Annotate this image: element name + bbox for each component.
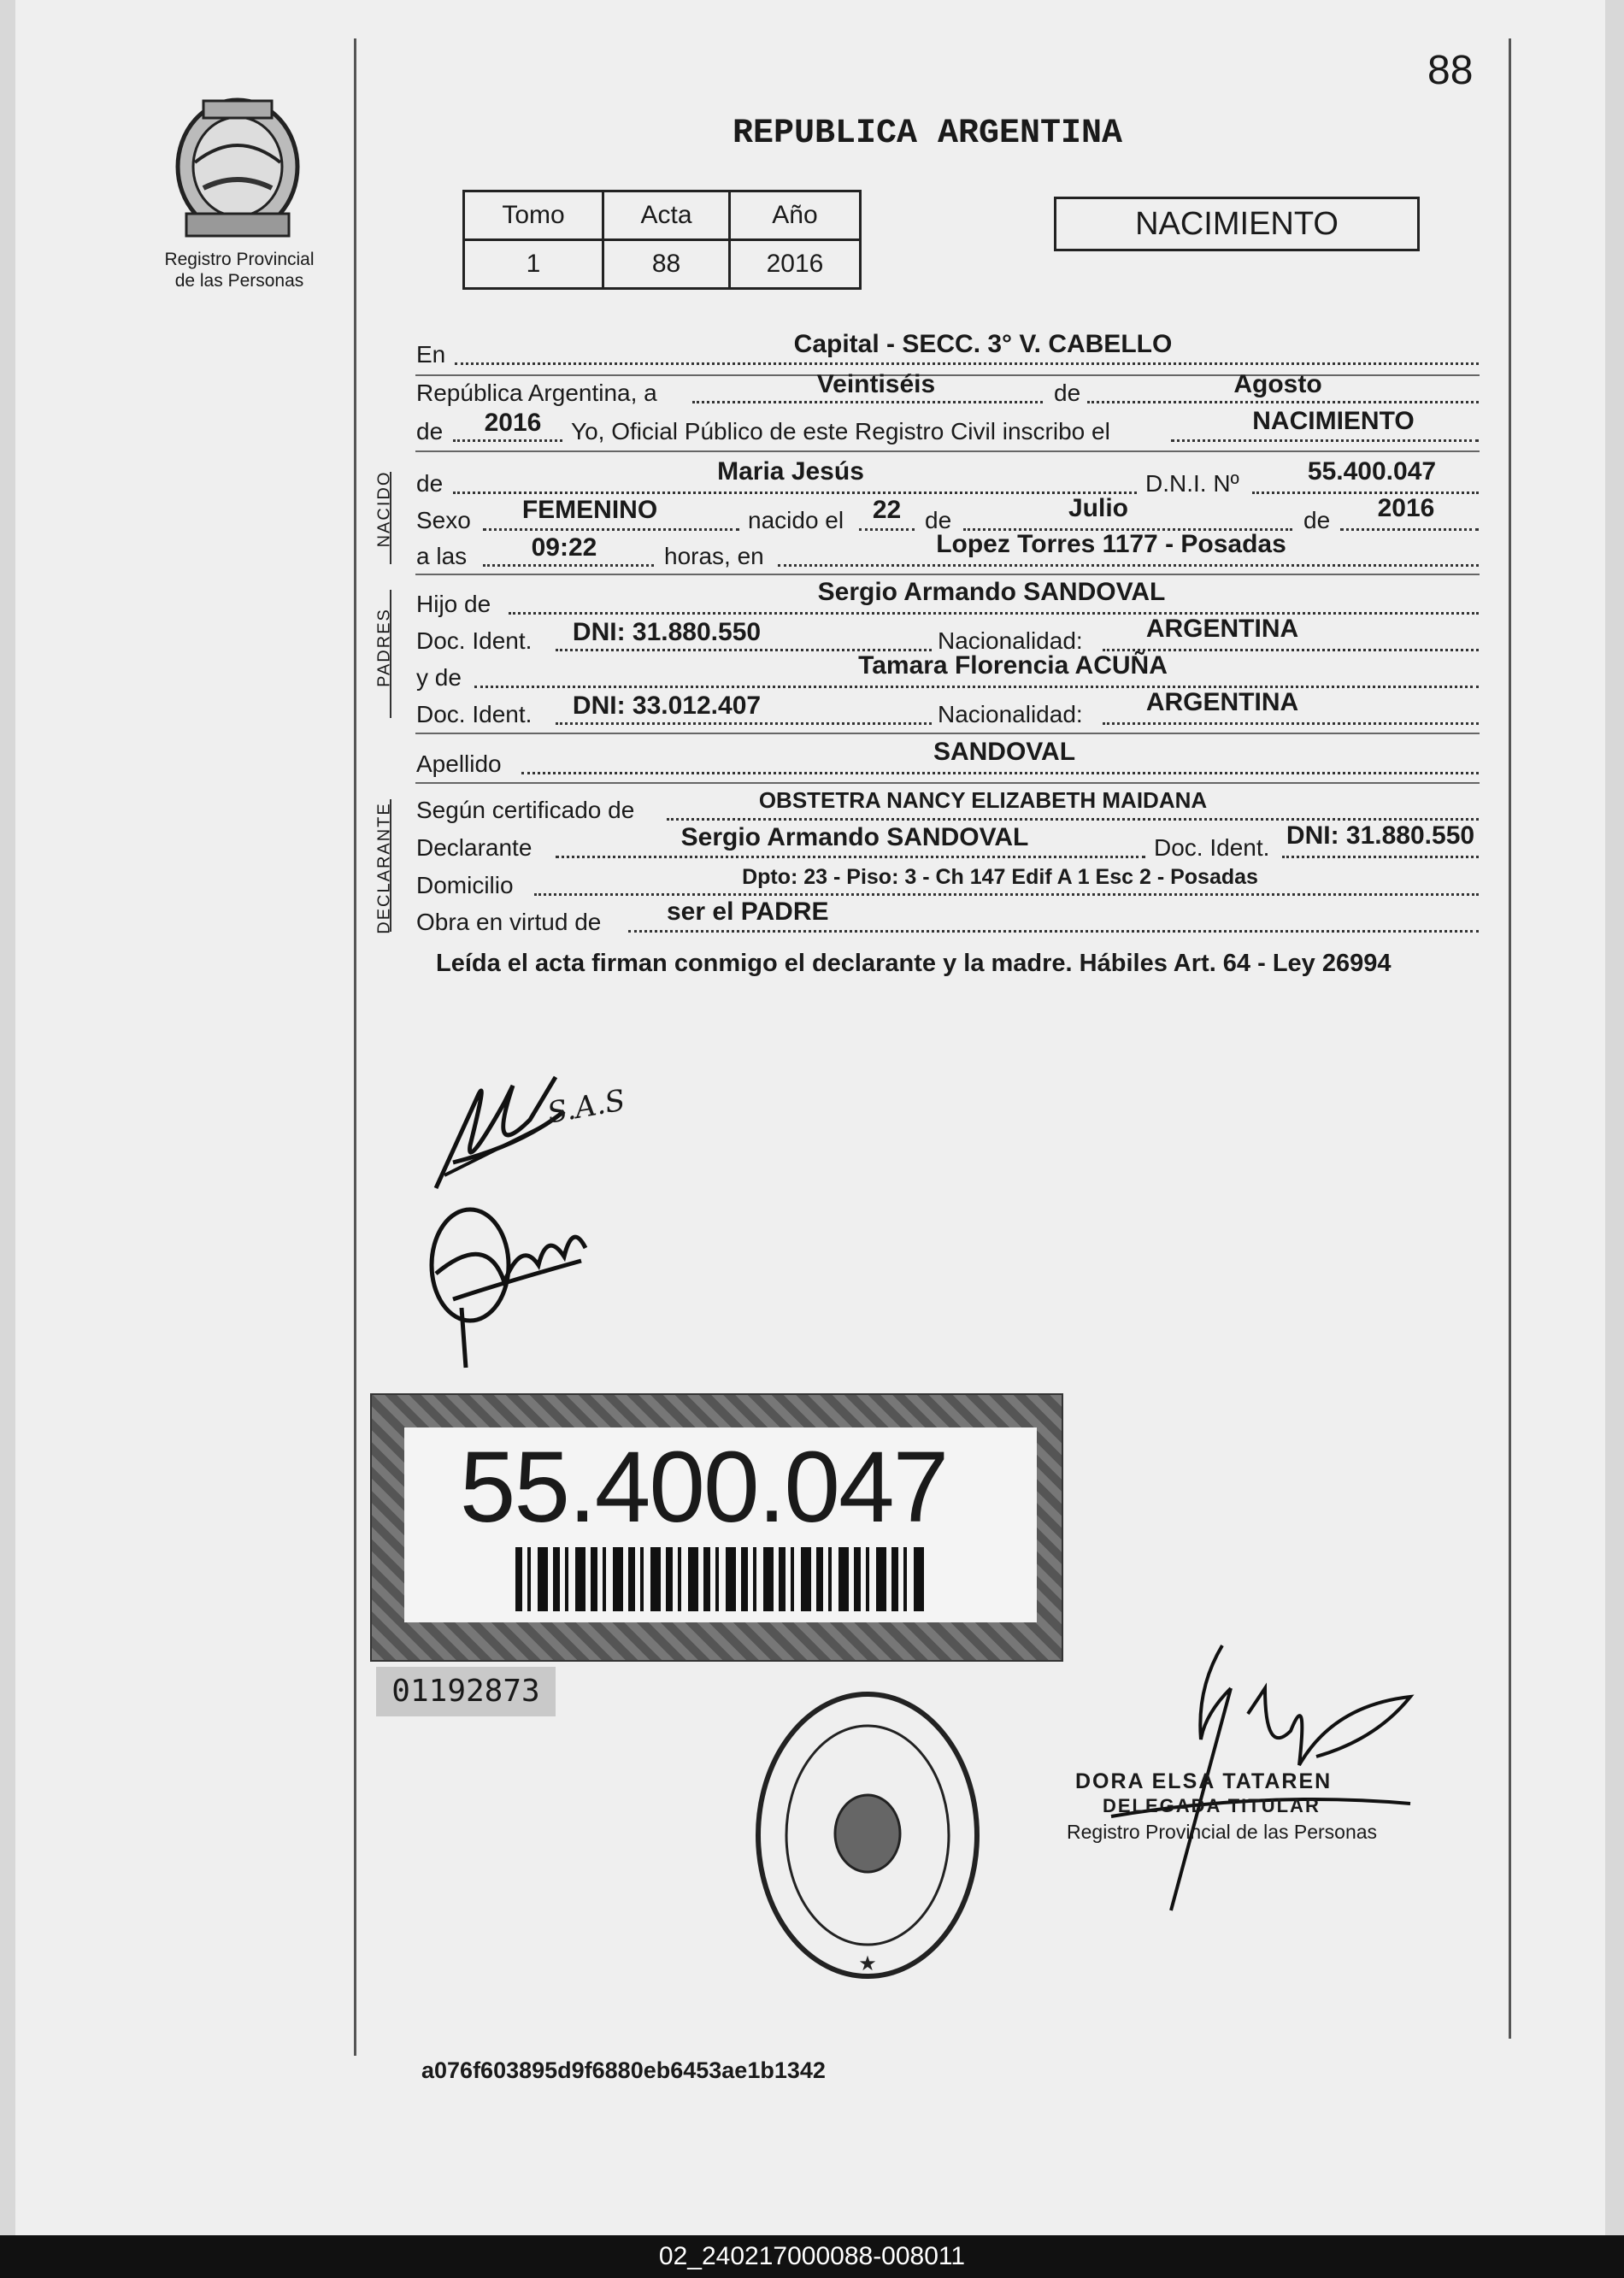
- inscribe-line: [1171, 439, 1479, 442]
- record-table: [462, 190, 862, 290]
- birth-month-value: Julio: [1068, 494, 1128, 522]
- record-table-header: Año: [730, 191, 861, 240]
- document-hash: a076f603895d9f6880eb6453ae1b1342: [421, 2057, 826, 2083]
- declarante-doc-line: [1282, 856, 1479, 858]
- sexo-value: FEMENINO: [521, 496, 658, 524]
- record-type-box: NACIMIENTO: [1054, 197, 1420, 251]
- father-line: [509, 612, 1479, 615]
- svg-text:★: ★: [858, 1952, 877, 1975]
- section-separator: [415, 450, 1480, 452]
- month-line: [1087, 401, 1479, 403]
- y-de-label: y de: [416, 664, 462, 691]
- birth-time-value: 09:22: [531, 533, 597, 562]
- page-number: 88: [1427, 48, 1474, 93]
- mother-nationality-label: Nacionalidad:: [938, 701, 1083, 727]
- sticker-barcode: [515, 1547, 926, 1611]
- declarante-label: Declarante: [416, 834, 533, 861]
- record-table-header: Tomo: [464, 191, 603, 240]
- footer-code: 02_240217000088-008011: [0, 2235, 1624, 2278]
- de-year-label: de: [416, 418, 444, 444]
- dni-value: 55.400.047: [1307, 457, 1437, 486]
- year-line: [453, 439, 562, 442]
- domicilio-value: Dpto: 23 - Piso: 3 - Ch 147 Edif A 1 Esc 2 - Posadas: [742, 865, 1258, 889]
- declarante-line: [556, 856, 1145, 858]
- mother-doc-value: DNI: 33.012.407: [572, 692, 762, 720]
- mother-name: Tamara Florencia ACUÑA: [858, 651, 1168, 680]
- birth-place-line: [778, 564, 1479, 567]
- domicilio-line: [534, 893, 1479, 896]
- domicilio-label: Domicilio: [416, 872, 514, 898]
- father-doc-label: Doc. Ident.: [416, 627, 533, 654]
- de-label: de: [1054, 380, 1081, 406]
- mother-doc-label: Doc. Ident.: [416, 701, 533, 727]
- oficial-label: Yo, Oficial Público de este Registro Civil inscribo el: [571, 418, 1110, 444]
- sexo-label: Sexo: [416, 507, 471, 533]
- father-nationality-value: ARGENTINA: [1145, 615, 1299, 643]
- apellido-label: Apellido: [416, 751, 502, 777]
- birth-year-line: [1340, 528, 1479, 531]
- day-value: Veintiséis: [816, 370, 936, 398]
- father-name: Sergio Armando SANDOVAL: [817, 578, 1166, 606]
- mother-nationality-line: [1103, 722, 1479, 725]
- padres-section-caption: PADRES: [374, 608, 394, 687]
- certificado-label: Según certificado de: [416, 797, 635, 823]
- birth-place-value: Lopez Torres 1177 - Posadas: [936, 530, 1286, 558]
- de-month-label: de: [925, 507, 952, 533]
- declarante-section-caption: DECLARANTE: [374, 802, 394, 934]
- section-separator: [415, 782, 1480, 784]
- mother-signature: [419, 1197, 590, 1376]
- signature-initials: S.A.S: [544, 1083, 628, 1131]
- father-nationality-label: Nacionalidad:: [938, 627, 1083, 654]
- certificado-line: [667, 818, 1479, 821]
- republica-label: República Argentina, a: [416, 380, 657, 406]
- closing-statement: Leída el acta firman conmigo el declarante y la madre. Hábiles Art. 64 - Ley 26994: [436, 950, 1392, 977]
- obra-line: [628, 930, 1479, 933]
- father-doc-value: DNI: 31.880.550: [572, 618, 762, 646]
- name-value: Maria Jesús: [717, 457, 864, 486]
- nacido-section-caption: NACIDO: [374, 470, 394, 548]
- emblem-caption-line2: de las Personas: [174, 271, 304, 291]
- obra-label: Obra en virtud de: [416, 909, 602, 935]
- birth-day-line: [859, 528, 915, 531]
- mother-nationality-value: ARGENTINA: [1145, 688, 1299, 716]
- sticker-number: 55.400.047: [459, 1431, 948, 1544]
- declarante-value: Sergio Armando SANDOVAL: [680, 823, 1029, 851]
- sticker-label-panel: [404, 1427, 1037, 1622]
- surname-line: [521, 772, 1479, 774]
- dni-sticker: [370, 1393, 1063, 1662]
- right-margin-line: [1509, 38, 1511, 2039]
- record-table-cell: 2016: [730, 240, 861, 289]
- official-role: DELEGADA TITULAR: [1103, 1795, 1321, 1816]
- record-table-header: Acta: [603, 191, 730, 240]
- horas-en-label: horas, en: [664, 543, 764, 569]
- nacido-el-label: nacido el: [748, 507, 844, 533]
- record-table-cell: 88: [603, 240, 730, 289]
- de-birth-year-label: de: [1303, 507, 1331, 533]
- declarante-doc-value: DNI: 31.880.550: [1286, 821, 1475, 850]
- mother-doc-line: [556, 722, 932, 725]
- section-separator: [415, 574, 1480, 575]
- en-line: [455, 362, 1479, 365]
- en-value: Capital - SECC. 3° V. CABELLO: [793, 330, 1173, 358]
- month-value: Agosto: [1233, 370, 1322, 398]
- official-name: DORA ELSA TATAREN: [1075, 1769, 1333, 1793]
- official-office: Registro Provincial de las Personas: [1067, 1821, 1378, 1843]
- day-line: [692, 401, 1043, 403]
- birth-day-value: 22: [872, 496, 902, 524]
- sexo-line: [483, 528, 739, 531]
- birth-year-value: 2016: [1377, 494, 1435, 522]
- record-table-cell: 1: [464, 240, 603, 289]
- registry-stamp: [752, 1688, 983, 1983]
- mother-line: [474, 686, 1479, 688]
- declarante-doc-label: Doc. Ident.: [1154, 834, 1270, 861]
- hijo-de-label: Hijo de: [416, 591, 491, 617]
- certificado-value: OBSTETRA NANCY ELIZABETH MAIDANA: [758, 787, 1208, 813]
- document-title: REPUBLICA ARGENTINA: [732, 115, 1123, 153]
- a-las-label: a las: [416, 543, 468, 569]
- declarant-signature: [419, 1043, 658, 1197]
- misiones-emblem: [169, 94, 306, 244]
- year-value: 2016: [484, 409, 542, 437]
- section-separator: [415, 733, 1480, 734]
- inscribe-value: NACIMIENTO: [1252, 407, 1415, 435]
- obra-value: ser el PADRE: [667, 898, 829, 926]
- surname-value: SANDOVAL: [933, 738, 1076, 766]
- dni-label: D.N.I. Nº: [1145, 470, 1239, 497]
- emblem-caption-line1: Registro Provincial: [164, 250, 315, 269]
- serial-label: 01192873: [376, 1667, 556, 1716]
- left-margin-line: [354, 38, 356, 2056]
- en-label: En: [416, 341, 446, 368]
- birth-time-line: [483, 564, 654, 567]
- de-name-label: de: [416, 470, 444, 497]
